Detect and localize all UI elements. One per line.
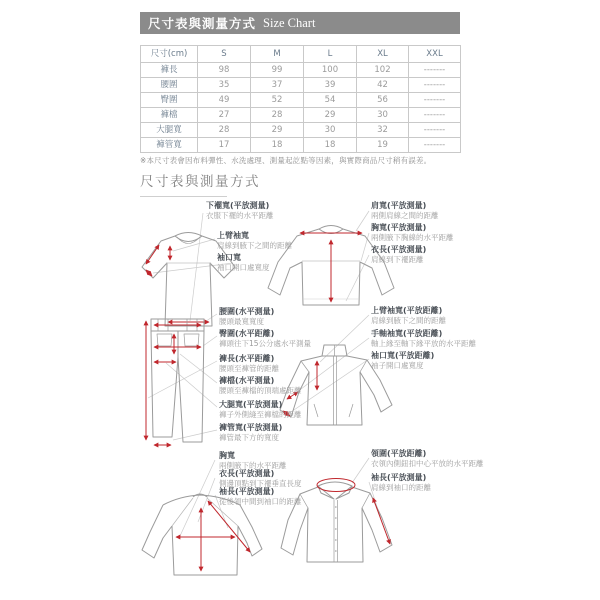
annotation-pants-leg-opening: 褲管寬(平放測量) 褲管最下方的寬度 — [219, 423, 283, 442]
col-header-xxl: XXL — [409, 46, 461, 63]
size-cell: 56 — [357, 93, 409, 108]
size-cell: 19 — [357, 138, 409, 153]
annotation-pants-hip: 臀圍(水平距離) 褲頭往下15公分處水平測量 — [219, 329, 312, 348]
section-title: 尺寸表與測量方式 — [140, 174, 260, 190]
size-cell: 42 — [357, 78, 409, 93]
annotation-pants-rise: 褲檔(水平測量) 腰頭至褲檔的頂端處距離 — [219, 376, 302, 395]
size-cell: 30 — [304, 123, 357, 138]
annotation-sweater-body-length: 衣長(平放測量) 肩線到下襬距離 — [371, 245, 427, 264]
col-header-m: M — [251, 46, 304, 63]
size-cell: 27 — [198, 108, 251, 123]
annotation-tshirt-hem-width: 下襬寬(平放測量) 衣服下襬的水平距離 — [206, 201, 274, 220]
annotation-pants-thigh-width: 大腿寬(平放測量) 褲子外側縫至褲檔的距離 — [219, 400, 302, 419]
row-label: 臀圍 — [141, 93, 198, 108]
size-cell: 28 — [251, 108, 304, 123]
annotation-raglan-chest-width: 胸寬 兩側腋下的水平距離 — [219, 451, 287, 470]
row-label: 大腿寬 — [141, 123, 198, 138]
size-cell: 52 — [251, 93, 304, 108]
col-header-l: L — [304, 46, 357, 63]
size-cell: 28 — [198, 123, 251, 138]
size-cell: ------- — [409, 108, 461, 123]
annotation-pants-length: 褲長(水平距離) 腰頭至褲管的距離 — [219, 354, 279, 373]
col-header-xl: XL — [357, 46, 409, 63]
row-label: 褲管寬 — [141, 138, 198, 153]
annotation-tshirt-upperarm-width: 上臂袖寬 肩線到腋下之間的距離 — [217, 231, 292, 250]
size-cell: 99 — [251, 63, 304, 78]
pants-diagram — [151, 319, 204, 442]
size-cell: ------- — [409, 138, 461, 153]
size-cell: 37 — [251, 78, 304, 93]
size-cell: 39 — [304, 78, 357, 93]
size-cell: 49 — [198, 93, 251, 108]
size-cell: 30 — [357, 108, 409, 123]
size-cell: 35 — [198, 78, 251, 93]
page-title-en: Size Chart — [263, 15, 316, 30]
raglan-jacket-diagram — [142, 494, 262, 575]
size-disclaimer: ※本尺寸表會因布料彈性、水洗處理、測量起訖點等因素，與實際商品尺寸稍有誤差。 — [140, 156, 432, 165]
size-cell: 29 — [304, 108, 357, 123]
annotation-shirt-collar: 領圍(平放距離) 衣領內側鈕扣中心平放的水平距離 — [371, 449, 484, 468]
annotation-jacket-cuff-width: 袖口寬(平放距離) 袖子開口處寬度 — [371, 351, 435, 370]
tshirt-measure-arrows — [146, 245, 209, 322]
row-label: 褲長 — [141, 63, 198, 78]
annotation-tshirt-cuff-width: 袖口寬 袖口開口處寬度 — [217, 253, 270, 272]
col-header-s: S — [198, 46, 251, 63]
size-cell: ------- — [409, 123, 461, 138]
annotation-shirt-sleeve-length: 袖長(平放測量) 肩線到袖口的距離 — [371, 473, 431, 492]
size-cell: 54 — [304, 93, 357, 108]
size-cell: ------- — [409, 63, 461, 78]
page-title: 尺寸表與測量方式 — [148, 16, 257, 31]
size-cell: 18 — [251, 138, 304, 153]
annotation-jacket-elbow-width: 手軸袖寬(平放距離) 軸上緣至軸下緣平放的水平距離 — [371, 329, 476, 348]
size-cell: ------- — [409, 78, 461, 93]
col-header-size: 尺寸(cm) — [141, 46, 198, 63]
size-cell: 29 — [251, 123, 304, 138]
sweater-measure-arrows — [300, 233, 362, 302]
size-cell: 102 — [357, 63, 409, 78]
size-cell: 98 — [198, 63, 251, 78]
row-label: 腰圍 — [141, 78, 198, 93]
size-cell: 17 — [198, 138, 251, 153]
annotation-sweater-shoulder-width: 肩寬(平放測量) 兩側肩線之間的距離 — [371, 201, 439, 220]
annotation-raglan-body-length: 衣長(平放測量) 側邊頂點到下襬垂直長度 — [219, 469, 302, 488]
row-label: 褲檔 — [141, 108, 198, 123]
annotation-jacket-upperarm-width: 上臂袖寬(平放距離) 肩線到腋下之間的距離 — [371, 306, 446, 325]
raglan-measure-arrows — [176, 501, 250, 571]
size-cell: 32 — [357, 123, 409, 138]
annotation-sweater-chest-width: 胸寬(平放測量) 兩側腋下胸線的水平距離 — [371, 223, 454, 242]
size-cell: 100 — [304, 63, 357, 78]
size-cell: 18 — [304, 138, 357, 153]
annotation-pants-waist: 腰圍(水平測量) 腰頭最寬寬度 — [219, 307, 275, 326]
pants-measure-arrows — [146, 321, 201, 445]
annotation-raglan-sleeve-length: 袖長(平放測量) 從後領中間到袖口的距離 — [219, 487, 302, 506]
size-cell: ------- — [409, 93, 461, 108]
